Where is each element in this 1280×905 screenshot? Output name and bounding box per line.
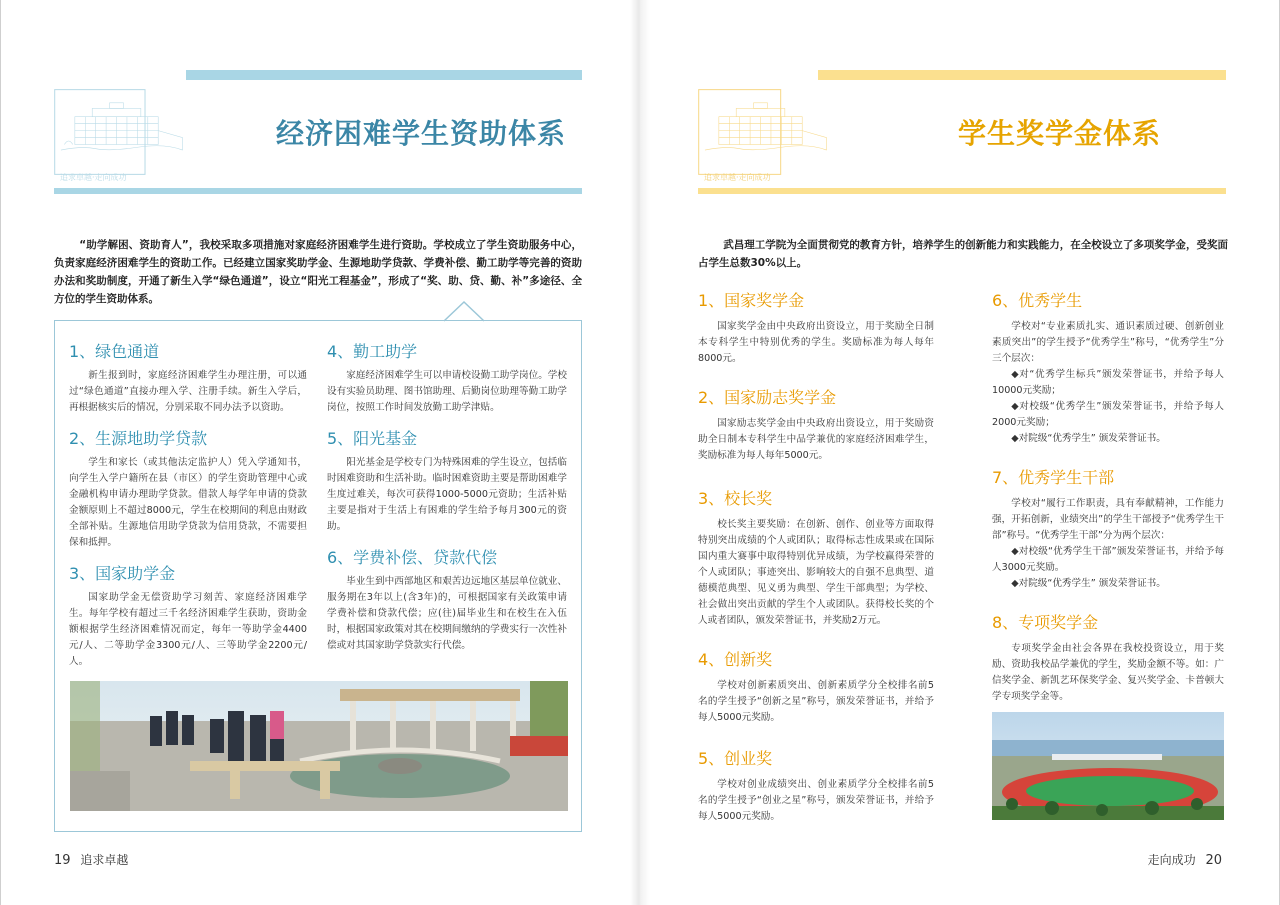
scholarship-col-right (992, 288, 1224, 715)
scholarship-item (698, 746, 934, 825)
left-page-label: 追求卓越 (80, 853, 129, 867)
right-banner-top-bar (818, 70, 1226, 80)
right-page-title: 学生奖学金体系 (958, 117, 1162, 150)
section-body: 专项奖学金由社会各界在我校投资设立，用于奖励、资助我校品学兼优的学生，奖励金额不等。如：广信奖学金、新凯艺环保奖学金、复兴奖学金、卡普顿大学专项奖学金等。 (992, 643, 1224, 702)
section-body: 国家励志奖学金由中央政府出资设立，用于奖励资助全日制本专科学生中品学兼优的家庭经济困难学生，奖励标准为每人每年5000元。 (698, 418, 934, 461)
section-body: 新生报到时，家庭经济困难学生办理注册，可以通过“绿色通道”直接办理入学、注册手续。新生入学后，再根据核实后的情况，分别采取不同办法予以资助。 (69, 370, 307, 413)
section-heading: 6、优秀学生 (992, 291, 1083, 310)
section-body: 学校对“专业素质扎实、通识素质过硬、创新创业素质突出”的学生授予“优秀学生”称号，“优秀学生”分三个层次： (992, 321, 1224, 364)
panel-notch (444, 300, 484, 322)
campus-photo-students (70, 681, 568, 811)
section-body: 国家奖学金由中央政府出资设立，用于奖励全日制本专科学生中特别优秀的学生。奖励标准为每人每年8000元。 (698, 321, 934, 364)
left-intro: “助学解困、资助育人”，我校采取多项措施对家庭经济困难学生进行资助。学校成立了学生资助服务中心，负责家庭经济困难学生的资助工作。已经建立国家奖助学金、生源地助学贷款、学费补偿、勤工助学等完善的资助办法和奖助制度，开通了新生入学“绿色通道”，设立“阳光工程基金”，形成了“奖、助、贷、勤、补”多途径、全方位的学生资助体系。 (54, 239, 582, 305)
scholarship-item (698, 486, 934, 629)
section-body: ◆对校级“优秀学生干部”颁发荣誉证书，并给予每人3000元奖励。 (992, 546, 1224, 573)
section-heading: 4、创新奖 (698, 650, 773, 669)
section-heading: 3、校长奖 (698, 489, 773, 508)
section-heading: 2、生源地助学贷款 (69, 429, 208, 448)
section-body: 阳光基金是学校专门为特殊困难的学生设立，包括临时困难资助和生活补助。临时困难资助主要是帮助困难学生度过难关，每次可获得1000-5000元资助；生活补贴主要是指对于生活上有困难的学生给予每月300元的资助。 (327, 457, 567, 532)
scholarship-item (698, 647, 934, 726)
section-body: ◆对院级“优秀学生” 颁发荣誉证书。 (1011, 433, 1166, 444)
right-intro: 武昌理工学院为全面贯彻党的教育方针，培养学生的创新能力和实践能力，在全校设立了多项奖学金，受奖面占学生总数30%以上。 (698, 239, 1228, 269)
scholarship-col-left (698, 288, 934, 835)
right-banner (698, 70, 1226, 194)
section-body: 国家助学金无偿资助学习刻苦、家庭经济困难学生。每年学校有超过三千名经济困难学生获助，资助金额根据学生经济困难情况而定，每年一等助学金4400元/人、二等助学金3300元/人、三等助学金2200元/人。 (69, 592, 307, 667)
right-page-number-block (1148, 851, 1222, 868)
section-body: 学校对“履行工作职责，具有奉献精神，工作能力强，开拓创新，业绩突出”的学生干部授予“优秀学生干部”称号。“优秀学生干部”分为两个层次： (992, 498, 1224, 541)
left-banner-top-bar (186, 70, 582, 80)
left-edge (0, 0, 1, 905)
section-body: ◆对院级“优秀学生” 颁发荣誉证书。 (1011, 578, 1166, 589)
section-body: 学校对创业成绩突出、创业素质学分全校排名前5名的学生授予“创业之星”称号，颁发荣誉证书，并给予每人5000元奖励。 (698, 779, 934, 822)
funding-item (69, 339, 307, 416)
funding-item (69, 561, 307, 670)
section-heading: 3、国家助学金 (69, 564, 176, 583)
funding-item (327, 545, 567, 654)
section-body: 毕业生到中西部地区和艰苦边远地区基层单位就业、服务期在3年以上(含3年)的，可根据国家有关政策申请学费补偿和贷款代偿；应(往)届毕业生和在校生在入伍时，根据国家政策对其在校期间缴纳的学费实行一次性补偿或对其国家助学贷款实行代偿。 (327, 576, 567, 651)
funding-item (327, 339, 567, 416)
right-page-number: 20 (1205, 853, 1222, 868)
left-page-number: 19 (54, 853, 71, 868)
section-body: 学校对创新素质突出、创新素质学分全校排名前5名的学生授予“创新之星”称号，颁发荣誉证书，并给予每人5000元奖励。 (698, 680, 934, 723)
campus-photo-stadium (992, 712, 1224, 820)
scholarship-item (698, 385, 934, 464)
scholarship-item (992, 610, 1224, 705)
left-banner (54, 70, 582, 194)
section-heading: 6、学费补偿、贷款代偿 (327, 548, 498, 567)
scholarship-item (992, 465, 1224, 592)
funding-item (327, 426, 567, 535)
section-body: ◆对“优秀学生标兵”颁发荣誉证书，并给予每人10000元奖励； (992, 369, 1224, 396)
section-heading: 1、国家奖学金 (698, 291, 805, 310)
section-body: ◆对校级“优秀学生”颁发荣誉证书，并给予每人2000元奖励； (992, 401, 1224, 428)
funding-panel (54, 320, 582, 832)
section-body: 学生和家长（或其他法定监护人）凭入学通知书，向学生入学户籍所在县（市区）的学生资助管理中心或金融机构申请办理助学贷款。借款人每学年申请的贷款金额原则上不超过8000元，学生在校期间的利息由财政全部补贴。生源地信用助学贷款为信用贷款，不需要担保和抵押。 (69, 457, 307, 548)
left-motto: 追求卓越·走向成功 (60, 173, 127, 182)
right-motto: 追求卓越·走向成功 (704, 173, 771, 182)
scholarship-item (698, 288, 934, 367)
left-page-title: 经济困难学生资助体系 (276, 117, 567, 150)
section-heading: 4、勤工助学 (327, 342, 418, 361)
funding-item (69, 426, 307, 551)
left-page-number-block (54, 851, 128, 868)
section-heading: 5、阳光基金 (327, 429, 418, 448)
section-heading: 8、专项奖学金 (992, 613, 1099, 632)
section-heading: 2、国家励志奖学金 (698, 388, 837, 407)
funding-col-right (327, 339, 567, 664)
section-heading: 1、绿色通道 (69, 342, 160, 361)
section-body: 家庭经济困难学生可以申请校设勤工助学岗位。学校设有实验员助理、图书馆助理、后勤岗位助理等勤工助学岗位，按照工作时间发放勤工助学津贴。 (327, 370, 567, 413)
section-body: 校长奖主要奖励：在创新、创作、创业等方面取得特别突出成绩的个人或团队；取得标志性成果或在国际国内重大赛事中取得特别优异成绩，为学校赢得荣誉的个人或团队；事迹突出、影响较大的自强不息典型、道德模范典型、见义勇为典型、学生干部典型；为学校、社会做出突出贡献的学生个人或团队。获得校长奖的个人或者团队，颁发荣誉证书，并奖励2万元。 (698, 519, 934, 626)
right-page (640, 0, 1280, 905)
right-page-label: 走向成功 (1147, 853, 1196, 867)
section-heading: 7、优秀学生干部 (992, 468, 1115, 487)
section-heading: 5、创业奖 (698, 749, 773, 768)
funding-col-left (69, 339, 307, 680)
scholarship-item (992, 288, 1224, 447)
